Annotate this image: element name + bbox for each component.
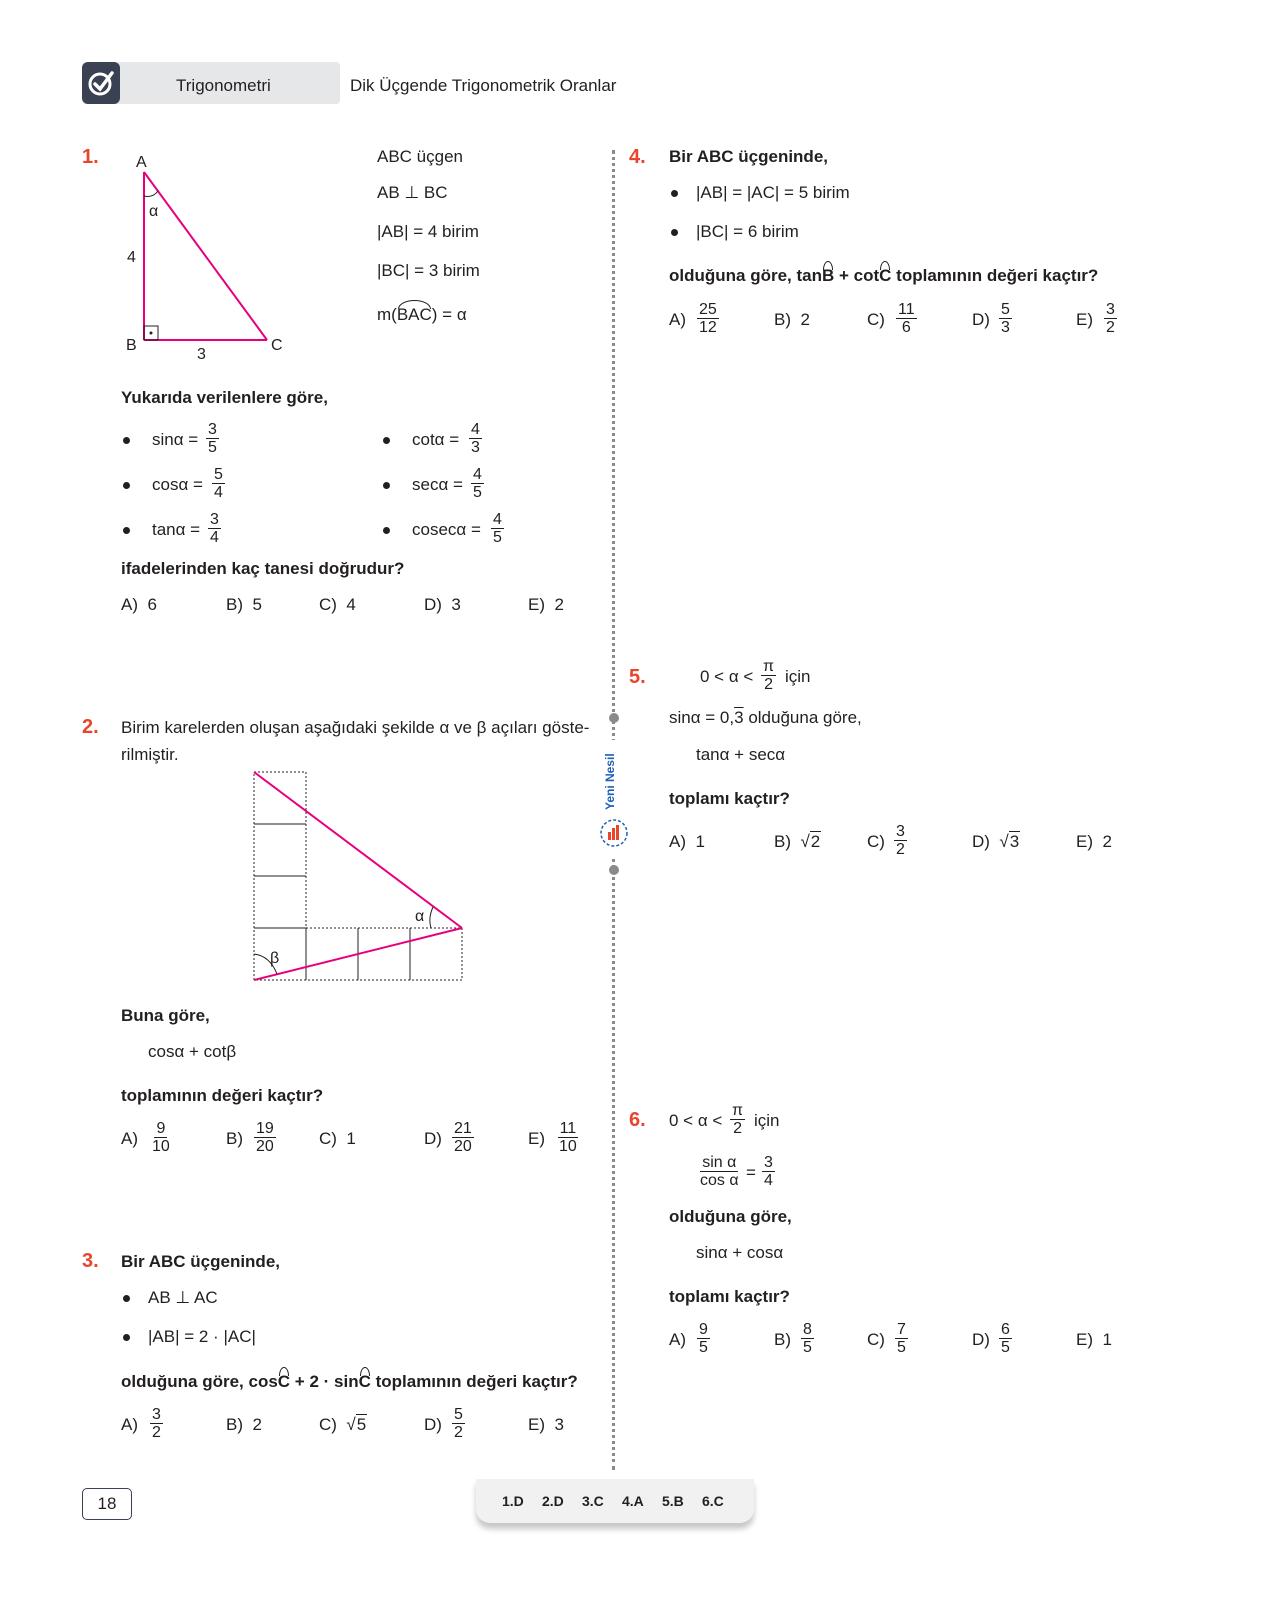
q2-expr: cosα + cotβ — [148, 1042, 237, 1061]
q1-label-c: C — [271, 337, 283, 354]
q6-option-b[interactable]: B) — [774, 1330, 791, 1349]
q2-question: toplamının değeri kaçtır? — [121, 1086, 324, 1105]
q5-condition-frac: $\frac{\pi}{2}$ — [763, 658, 775, 693]
q6-ratio-left: $\frac{\text{sin α}}{\text{cos α}}$ — [700, 1154, 739, 1189]
q4-option-e-frac: $\frac{3}{2}$ — [1106, 301, 1115, 336]
q1-item-tan: tanα = — [152, 520, 201, 539]
check-logo — [82, 62, 120, 104]
q4-option-c[interactable]: C) — [867, 310, 885, 329]
q1-item-cos: cosα = — [152, 475, 203, 494]
q1-given: AB ⊥ BC — [377, 183, 448, 202]
q2-beta: β — [270, 950, 280, 967]
q2-option-b[interactable]: B) — [226, 1129, 243, 1148]
q3-number: 3. — [82, 1250, 99, 1272]
q3-option-a[interactable]: A) — [121, 1415, 138, 1434]
q4-number: 4. — [629, 146, 646, 168]
q1-item-cosec: cosecα = — [412, 520, 481, 539]
answer-key-item: 6.C — [702, 1493, 724, 1509]
q5-given: sinα = 0,3 olduğuna göre, — [669, 708, 862, 727]
q6-ratio-right: $\frac{3}{4}$ — [764, 1154, 773, 1189]
q6-condition: 0 < α < — [669, 1111, 723, 1130]
q6-condition-frac: $\frac{\pi}{2}$ — [732, 1102, 744, 1137]
q1-item-cosec-frac: $\frac{4}{5}$ — [493, 511, 502, 546]
q5-option-b[interactable]: B) √2 — [774, 832, 821, 851]
q5-option-c[interactable]: C) — [867, 832, 885, 851]
q6-option-d[interactable]: D) — [972, 1330, 990, 1349]
q5-condition: 0 < α < — [700, 667, 754, 686]
q5-number: 5. — [629, 666, 646, 688]
q6-question: toplamı kaçtır? — [669, 1287, 790, 1306]
q3-option-b[interactable]: B) 2 — [226, 1415, 262, 1434]
q1-given: |BC| = 3 birim — [377, 261, 480, 280]
q3-title: Bir ABC üçgeninde, — [121, 1252, 280, 1271]
q2-alpha: α — [415, 908, 425, 925]
q5-option-e[interactable]: E) 2 — [1076, 832, 1112, 851]
q3-option-d[interactable]: D) — [424, 1415, 442, 1434]
q6-expr: sinα + cosα — [696, 1243, 784, 1262]
q2-option-d[interactable]: D) — [424, 1129, 442, 1148]
q5-option-d[interactable]: D) √3 — [972, 832, 1020, 851]
q1-option-e[interactable]: E) 2 — [528, 595, 564, 614]
q1-angle-alpha: α — [149, 203, 159, 220]
q2-option-d-frac: $\frac{21}{20}$ — [454, 1120, 472, 1155]
answer-key-item: 2.D — [542, 1493, 564, 1509]
q6-option-a[interactable]: A) — [669, 1330, 686, 1349]
q3-item: |AB| = 2 · |AC| — [148, 1327, 256, 1346]
q2-option-e[interactable]: E) — [528, 1129, 545, 1148]
answer-key-item: 1.D — [502, 1493, 524, 1509]
side-badge — [596, 740, 632, 858]
q4-option-d[interactable]: D) — [972, 310, 990, 329]
q4-option-e[interactable]: E) — [1076, 310, 1093, 329]
q6-option-b-frac: $\frac{8}{5}$ — [803, 1321, 812, 1356]
q1-item-cot: cotα = — [412, 430, 460, 449]
q4-option-d-frac: $\frac{5}{3}$ — [1001, 301, 1010, 336]
q6-condition-suffix: için — [754, 1111, 780, 1130]
divider-dot — [609, 713, 619, 723]
q2-option-a[interactable]: A) — [121, 1129, 138, 1148]
q1-item-sec: secα = — [412, 475, 463, 494]
q1-given: |AB| = 4 birim — [377, 222, 479, 241]
q5-condition-suffix: için — [785, 667, 811, 686]
q4-item: |AB| = |AC| = 5 birim — [696, 183, 850, 202]
q6-option-e[interactable]: E) 1 — [1076, 1330, 1112, 1349]
q4-option-a[interactable]: A) — [669, 310, 686, 329]
q2-number: 2. — [82, 716, 99, 738]
q1-item-sin: sinα = — [152, 430, 199, 449]
q3-option-e[interactable]: E) 3 — [528, 1415, 564, 1434]
q3-option-d-frac: $\frac{5}{2}$ — [454, 1406, 463, 1441]
q1-angle-given: m(BAC) = α — [377, 305, 467, 324]
q1-given: ABC üçgen — [377, 147, 463, 166]
divider-dot — [609, 865, 619, 875]
bar-chart-icon — [599, 818, 629, 848]
q1-side-bc: 3 — [197, 346, 206, 363]
q2-option-b-frac: $\frac{19}{20}$ — [256, 1120, 274, 1155]
q1-triangle-figure — [120, 150, 300, 365]
q6-ratio-eq: = — [746, 1163, 756, 1182]
q1-question: ifadelerinden kaç tanesi doğrudur? — [121, 559, 405, 578]
q2-option-a-frac: $\frac{9}{10}$ — [152, 1120, 170, 1155]
q6-option-c-frac: $\frac{7}{5}$ — [897, 1321, 906, 1356]
q3-question: olduğuna göre, cosC + 2 · sinC toplamının değeri kaçtır? — [121, 1372, 578, 1391]
answer-key-item: 5.B — [662, 1493, 684, 1509]
q2-text-line1: Birim karelerden oluşan aşağıdaki şekilde α ve β açıları göste- — [121, 718, 590, 737]
q1-item-cos-frac: $\frac{5}{4}$ — [214, 466, 223, 501]
q6-lead: olduğuna göre, — [669, 1207, 792, 1226]
q2-lead: Buna göre, — [121, 1006, 210, 1025]
q3-option-a-frac: $\frac{3}{2}$ — [152, 1406, 161, 1441]
q5-option-c-frac: $\frac{3}{2}$ — [896, 823, 905, 858]
q6-option-d-frac: $\frac{6}{5}$ — [1001, 1321, 1010, 1356]
q6-option-a-frac: $\frac{9}{5}$ — [699, 1321, 708, 1356]
q2-grid-figure — [250, 768, 470, 988]
q4-item: |BC| = 6 birim — [696, 222, 799, 241]
q2-option-e-frac: $\frac{11}{10}$ — [559, 1120, 577, 1155]
q4-title: Bir ABC üçgeninde, — [669, 147, 828, 166]
q4-question: olduğuna göre, tanB + cotC toplamının değeri kaçtır? — [669, 266, 1099, 285]
q4-option-b[interactable]: B) 2 — [774, 310, 810, 329]
q1-lead: Yukarıda verilenlere göre, — [121, 388, 328, 407]
page-number: 18 — [82, 1488, 132, 1520]
answer-key-item: 4.A — [622, 1493, 644, 1509]
q6-option-c[interactable]: C) — [867, 1330, 885, 1349]
q1-label-a: A — [136, 154, 147, 171]
q1-item-sin-frac: $\frac{3}{5}$ — [208, 421, 217, 456]
q4-option-c-frac: $\frac{11}{6}$ — [898, 301, 915, 336]
q5-expr: tanα + secα — [696, 745, 786, 764]
q1-item-sec-frac: $\frac{4}{5}$ — [473, 466, 482, 501]
q3-item: AB ⊥ AC — [148, 1288, 218, 1307]
q1-option-d[interactable]: D) 3 — [424, 595, 461, 614]
q1-option-c[interactable]: C) 4 — [319, 595, 356, 614]
q3-option-c[interactable]: C) √5 — [319, 1415, 367, 1434]
q1-option-a[interactable]: A) 6 — [121, 595, 157, 614]
q5-option-a[interactable]: A) 1 — [669, 832, 705, 851]
q6-number: 6. — [629, 1109, 646, 1131]
q2-option-c[interactable]: C) 1 — [319, 1129, 356, 1148]
q1-side-ab: 4 — [127, 249, 136, 266]
q4-option-a-frac: $\frac{25}{12}$ — [699, 301, 717, 336]
q1-number: 1. — [82, 146, 99, 168]
answer-key-item: 3.C — [582, 1493, 604, 1509]
side-label: Yeni Nesil — [603, 753, 617, 810]
header-subject: Trigonometri — [176, 76, 271, 95]
q1-item-tan-frac: $\frac{3}{4}$ — [210, 511, 219, 546]
q1-item-cot-frac: $\frac{4}{3}$ — [471, 421, 480, 456]
q1-label-b: B — [126, 337, 137, 354]
q2-text-line2: rilmiştir. — [121, 745, 179, 764]
check-icon — [82, 62, 120, 104]
header-topic: Dik Üçgende Trigonometrik Oranlar — [350, 76, 617, 95]
q1-option-b[interactable]: B) 5 — [226, 595, 262, 614]
q5-question: toplamı kaçtır? — [669, 789, 790, 808]
